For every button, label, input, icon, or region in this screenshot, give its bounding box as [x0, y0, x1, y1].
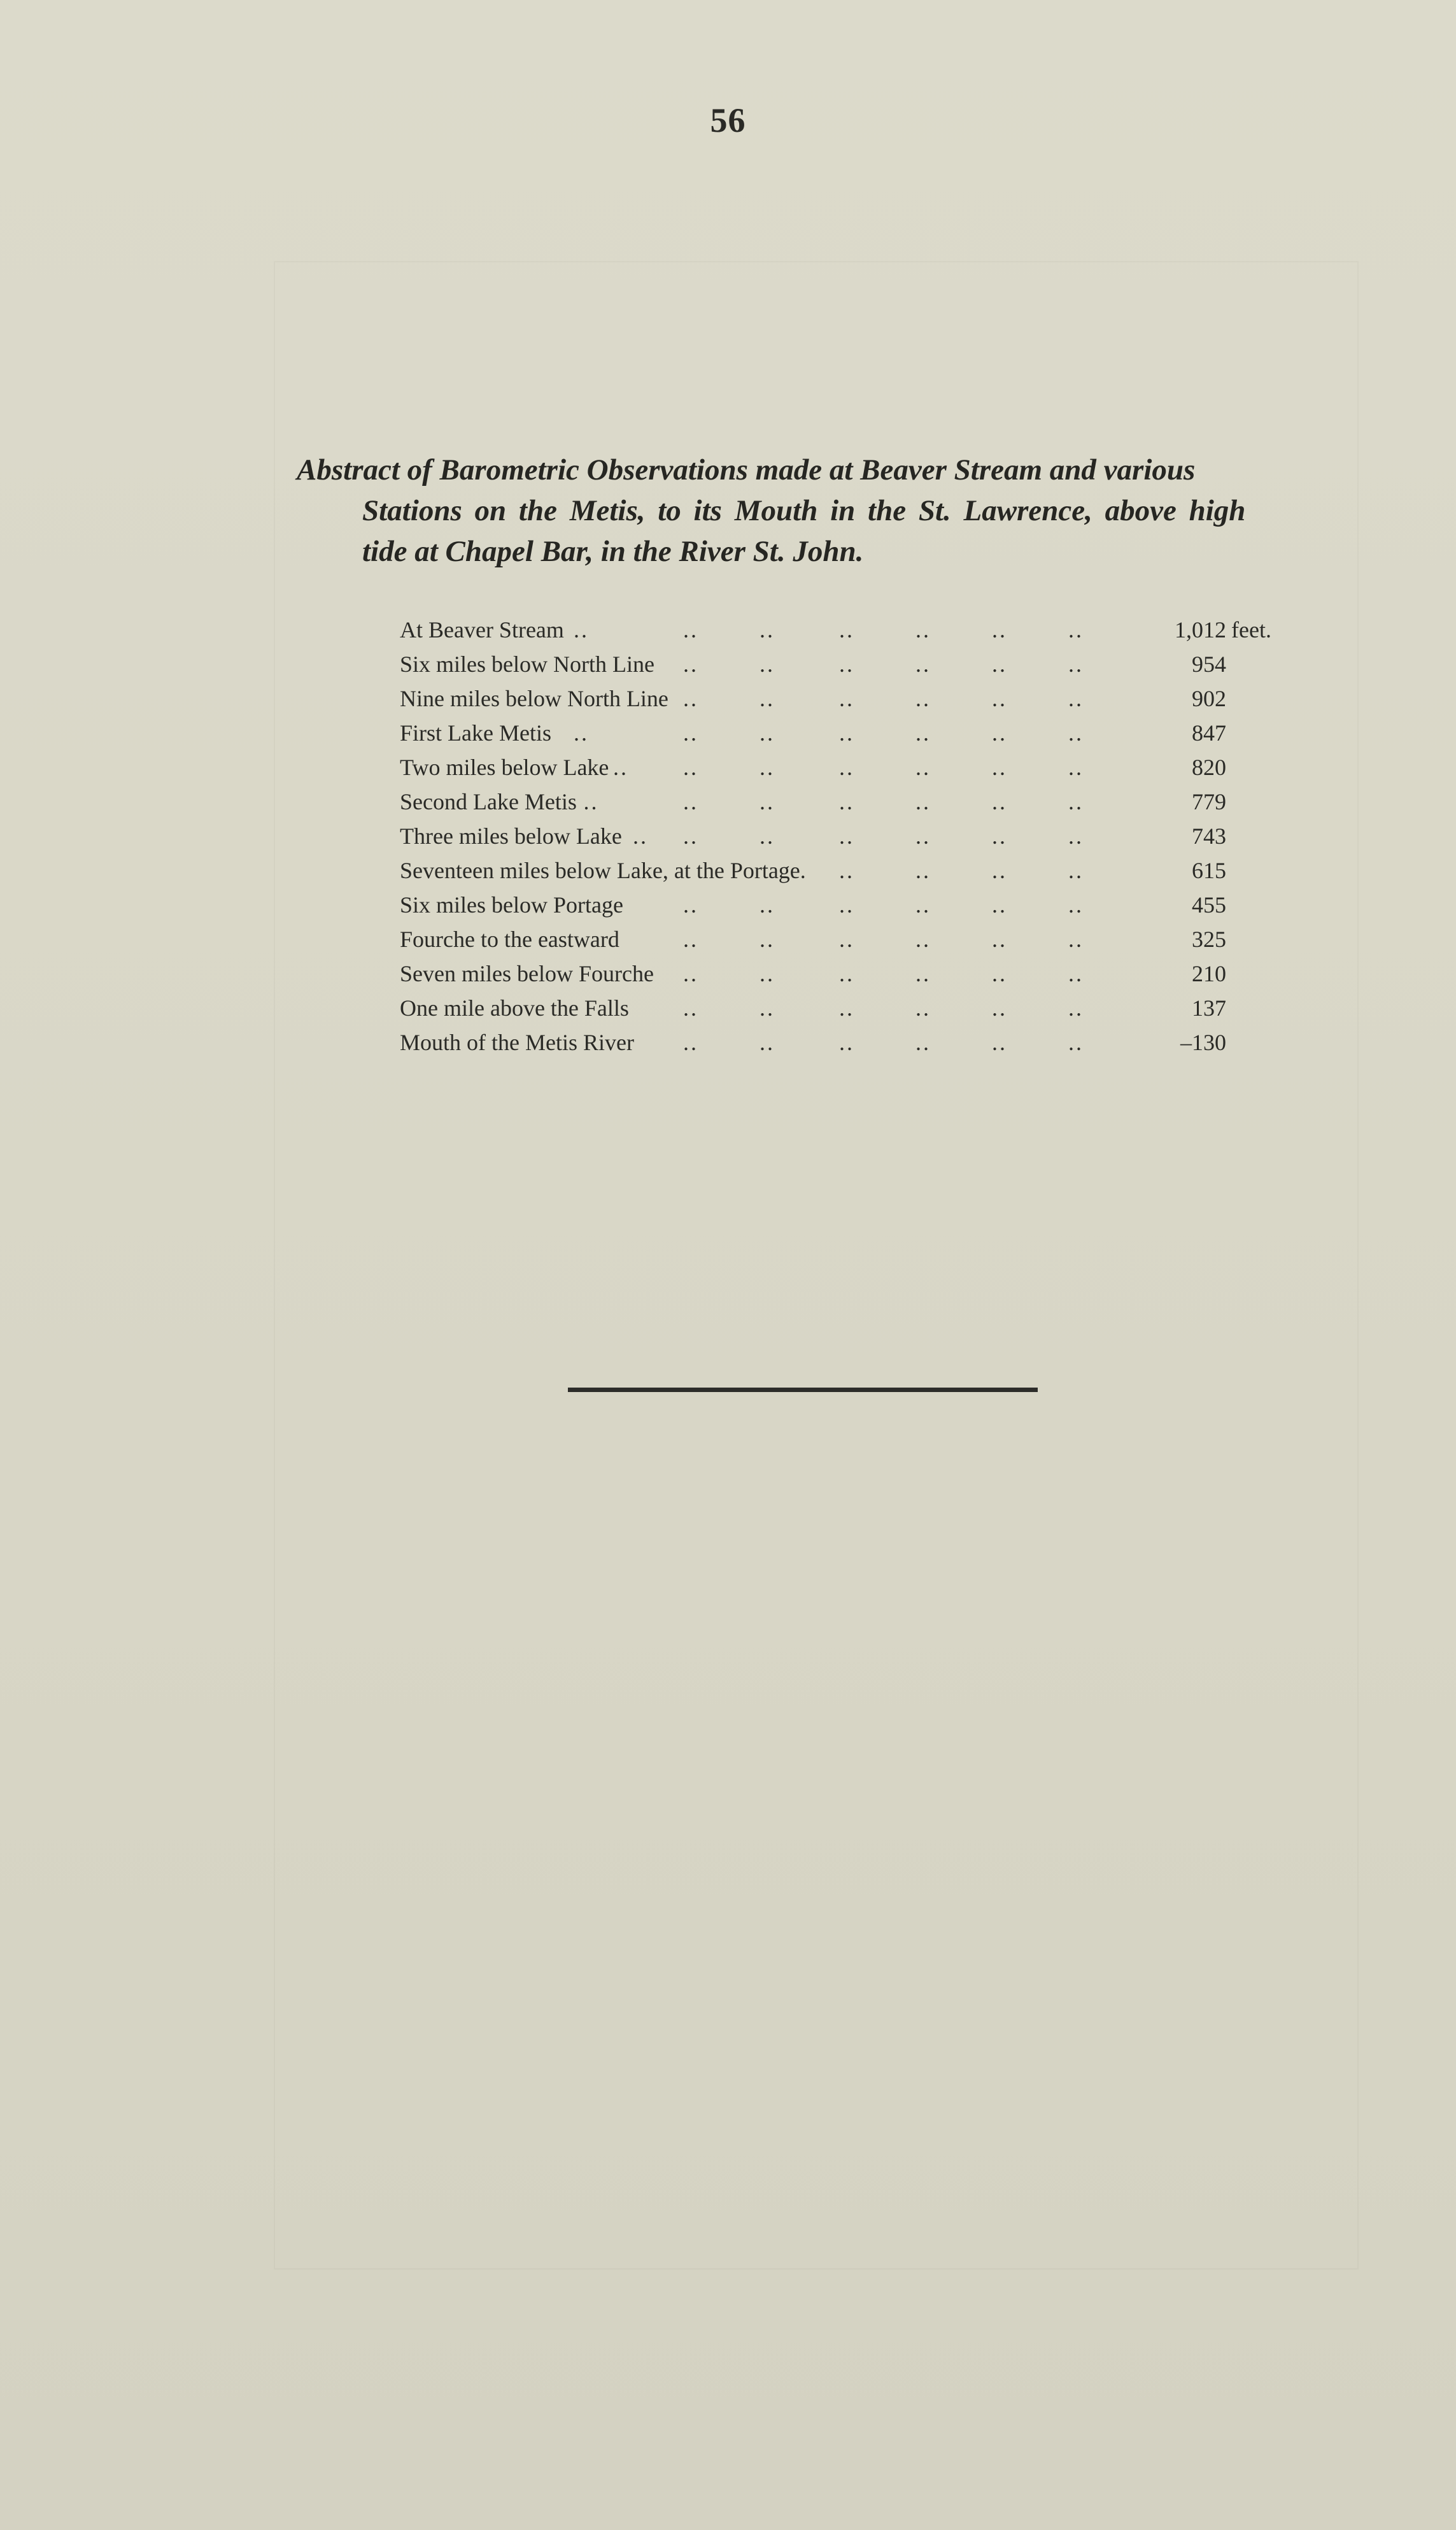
leader-dot: .. — [683, 755, 698, 780]
leader-dot: .. — [760, 927, 775, 952]
station-label: Mouth of the Metis River — [400, 1030, 634, 1055]
leader-dot: .. — [992, 858, 1007, 883]
leader-dot: .. — [839, 927, 854, 952]
leader-dot: .. — [760, 789, 775, 814]
leader-dot: .. — [992, 755, 1007, 780]
station-label: First Lake Metis — [400, 720, 551, 746]
table-row — [400, 613, 1291, 647]
table-row — [400, 956, 1291, 991]
station-label: One mile above the Falls — [400, 995, 629, 1021]
leader-dot: .. — [992, 1030, 1007, 1055]
leader-dot: .. — [915, 686, 931, 711]
leader-dot: .. — [1068, 858, 1084, 883]
leader-dot: .. — [839, 995, 854, 1021]
leader-dot: .. — [683, 927, 698, 952]
table-row — [400, 819, 1291, 853]
leader-dot: .. — [839, 1030, 854, 1055]
elevation-value: 325 — [1192, 927, 1226, 952]
leader-dots — [400, 991, 1132, 1025]
leader-dot: .. — [992, 789, 1007, 814]
horizontal-rule — [568, 1388, 1038, 1392]
station-label: Six miles below North Line — [400, 651, 654, 677]
leader-dot: .. — [760, 1030, 775, 1055]
leader-dot: .. — [915, 789, 931, 814]
leader-dot: .. — [839, 617, 854, 643]
leader-dot: .. — [992, 720, 1007, 746]
leader-dots — [400, 819, 1132, 853]
leader-dots — [400, 716, 1132, 750]
leader-dot: .. — [760, 617, 775, 643]
leader-dot: .. — [915, 720, 931, 746]
leader-dot: .. — [1068, 789, 1084, 814]
leader-dot: .. — [839, 755, 854, 780]
leader-dot: .. — [583, 789, 599, 814]
leader-dot: .. — [1068, 961, 1084, 986]
elevation-value: 779 — [1192, 789, 1226, 814]
table-row — [400, 888, 1291, 922]
leader-dots — [400, 613, 1132, 647]
leader-dot: .. — [574, 720, 589, 746]
leader-dots — [400, 888, 1132, 922]
leader-dot: .. — [992, 617, 1007, 643]
leader-dot: .. — [915, 961, 931, 986]
table-row — [400, 716, 1291, 750]
elevation-value: 455 — [1192, 892, 1226, 918]
leader-dot: .. — [915, 651, 931, 677]
leader-dots — [400, 853, 1132, 888]
leader-dot: .. — [633, 823, 648, 849]
station-label: Two miles below Lake — [400, 755, 609, 780]
leader-dot: .. — [992, 892, 1007, 918]
table-row — [400, 922, 1291, 956]
leader-dot: .. — [1068, 927, 1084, 952]
leader-dot: .. — [915, 617, 931, 643]
title-line-3: tide at Chapel Bar, in the River St. John. — [362, 535, 864, 568]
leader-dot: .. — [683, 892, 698, 918]
station-label: Nine miles below North Line — [400, 686, 668, 711]
observations-table — [400, 613, 1291, 1060]
leader-dot: .. — [760, 995, 775, 1021]
elevation-value: 615 — [1192, 858, 1226, 883]
table-row — [400, 681, 1291, 716]
leader-dot: .. — [760, 892, 775, 918]
leader-dot: .. — [683, 720, 698, 746]
leader-dot: .. — [839, 892, 854, 918]
leader-dot: .. — [839, 651, 854, 677]
table-row — [400, 785, 1291, 819]
elevation-value: 1,012 — [1175, 617, 1226, 643]
leader-dot: .. — [760, 823, 775, 849]
leader-dot: .. — [1068, 651, 1084, 677]
elevation-value: 847 — [1192, 720, 1226, 746]
leader-dot: .. — [1068, 823, 1084, 849]
leader-dots — [400, 922, 1132, 956]
leader-dot: .. — [839, 789, 854, 814]
elevation-value: 743 — [1192, 823, 1226, 849]
table-row — [400, 991, 1291, 1025]
leader-dot: .. — [683, 961, 698, 986]
leader-dot: .. — [839, 823, 854, 849]
leader-dot: .. — [839, 686, 854, 711]
station-label: Fourche to the eastward — [400, 927, 619, 952]
leader-dot: .. — [683, 651, 698, 677]
elevation-value: 210 — [1192, 961, 1226, 986]
leader-dot: .. — [992, 686, 1007, 711]
leader-dot: .. — [1068, 720, 1084, 746]
leader-dots — [400, 785, 1132, 819]
station-label: Second Lake Metis — [400, 789, 577, 814]
leader-dot: .. — [992, 961, 1007, 986]
unit-label: feet. — [1231, 617, 1271, 643]
leader-dot: .. — [1068, 617, 1084, 643]
leader-dot: .. — [683, 1030, 698, 1055]
leader-dot: .. — [992, 995, 1007, 1021]
table-row — [400, 853, 1291, 888]
table-row — [400, 750, 1291, 785]
station-label: Seven miles below Fourche — [400, 961, 654, 986]
station-label: At Beaver Stream — [400, 617, 564, 643]
leader-dot: .. — [915, 927, 931, 952]
table-row — [400, 1025, 1291, 1060]
leader-dot: .. — [683, 995, 698, 1021]
leader-dot: .. — [1068, 1030, 1084, 1055]
leader-dots — [400, 750, 1132, 785]
leader-dot: .. — [915, 823, 931, 849]
leader-dot: .. — [915, 892, 931, 918]
leader-dot: .. — [915, 858, 931, 883]
leader-dot: .. — [760, 651, 775, 677]
title-line-1: Abstract of Barometric Observations made at Beaver Stream and various — [297, 453, 1196, 487]
leader-dot: .. — [683, 823, 698, 849]
leader-dot: .. — [760, 755, 775, 780]
leader-dot: .. — [760, 961, 775, 986]
leader-dot: .. — [839, 858, 854, 883]
leader-dot: .. — [992, 927, 1007, 952]
elevation-value: 954 — [1192, 651, 1226, 677]
leader-dot: .. — [839, 961, 854, 986]
leader-dot: .. — [683, 789, 698, 814]
leader-dot: .. — [915, 995, 931, 1021]
table-title — [297, 450, 1379, 572]
leader-dots — [400, 647, 1132, 681]
leader-dot: .. — [613, 755, 628, 780]
leader-dot: .. — [1068, 995, 1084, 1021]
leader-dot: .. — [1068, 892, 1084, 918]
leader-dot: .. — [839, 720, 854, 746]
elevation-value: 902 — [1192, 686, 1226, 711]
leader-dot: .. — [992, 823, 1007, 849]
station-label: Three miles below Lake — [400, 823, 622, 849]
leader-dot: .. — [915, 1030, 931, 1055]
leader-dots — [400, 956, 1132, 991]
leader-dot: .. — [915, 755, 931, 780]
title-line-2: Stations on the Metis, to its Mouth in the St. Lawrence, above high — [362, 494, 1246, 527]
leader-dot: .. — [1068, 686, 1084, 711]
leader-dot: .. — [992, 651, 1007, 677]
leader-dots — [400, 1025, 1132, 1060]
station-label: Six miles below Portage — [400, 892, 623, 918]
table-row — [400, 647, 1291, 681]
leader-dot: .. — [760, 686, 775, 711]
station-label: Seventeen miles below Lake, at the Portage. — [400, 858, 806, 883]
leader-dot: .. — [683, 686, 698, 711]
elevation-value: 137 — [1192, 995, 1226, 1021]
leader-dot: .. — [683, 617, 698, 643]
elevation-value: –130 — [1180, 1030, 1226, 1055]
leader-dot: .. — [1068, 755, 1084, 780]
leader-dot: .. — [760, 720, 775, 746]
leader-dot: .. — [574, 617, 589, 643]
elevation-value: 820 — [1192, 755, 1226, 780]
page-number: 56 — [710, 101, 746, 139]
leader-dots — [400, 681, 1132, 716]
